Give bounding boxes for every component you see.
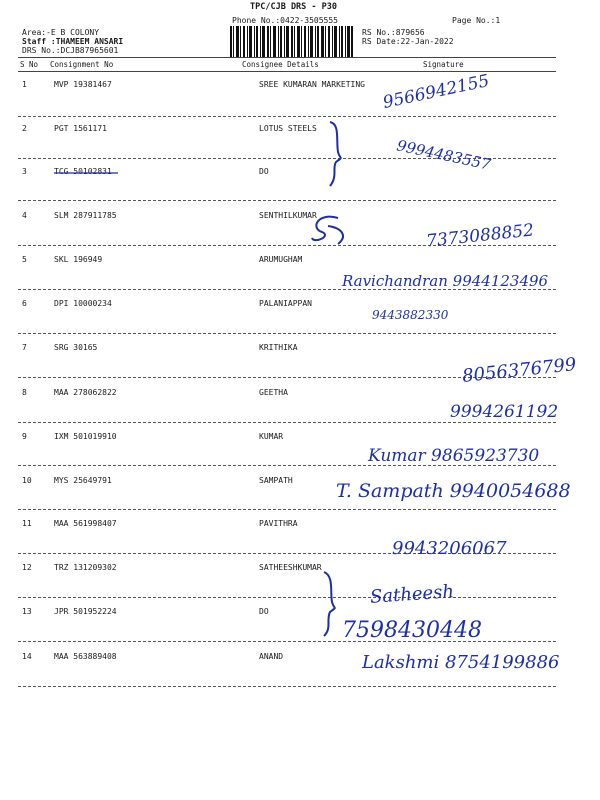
- row-consignment: MAA 278062822: [54, 388, 117, 397]
- row-consignee: LOTUS STEELS: [259, 124, 317, 133]
- row-consignee: PAVITHRA: [259, 519, 298, 528]
- row-signature: 9994483557: [395, 136, 493, 174]
- row-consignee: SATHEESHKUMAR: [259, 563, 322, 572]
- row-sno: 6: [22, 299, 27, 308]
- table-row: [0, 563, 600, 605]
- page-number: Page No.:1: [452, 16, 501, 25]
- bracket-mark: [326, 120, 346, 190]
- row-consignment: MYS 25649791: [54, 476, 112, 485]
- row-signature: 7373088852: [425, 220, 535, 252]
- phone-number: Phone No.:0422-3505555: [232, 16, 338, 25]
- table-row: [0, 607, 600, 649]
- rs-date: RS Date:22-Jan-2022: [362, 37, 454, 46]
- row-divider: [18, 597, 556, 598]
- row-signature: T. Sampath 9940054688: [336, 480, 571, 502]
- drs-number: DRS No.:DCJB87965601: [22, 46, 119, 55]
- row-sno: 1: [22, 80, 27, 89]
- row-consignment: SKL 196949: [54, 255, 103, 264]
- barcode: [230, 26, 354, 58]
- row-sno: 2: [22, 124, 27, 133]
- row-divider: [18, 200, 556, 201]
- row-consignee: PALANIAPPAN: [259, 299, 312, 308]
- table-row: [0, 299, 600, 341]
- strike-mark: [52, 170, 122, 176]
- row-sno: 13: [22, 607, 32, 616]
- row-consignee: KRITHIKA: [259, 343, 298, 352]
- row-signature: Ravichandran 9944123496: [342, 272, 549, 290]
- table-row: [0, 124, 600, 166]
- row-consignee: SREE KUMARAN MARKETING: [259, 80, 365, 89]
- row-consignment: SRG 30165: [54, 343, 98, 352]
- row-signature: 9443882330: [372, 308, 449, 322]
- row-signature: 8056376799: [461, 354, 578, 387]
- row-signature: Kumar 9865923730: [368, 446, 540, 466]
- row-consignee: KUMAR: [259, 432, 284, 441]
- row-sno: 14: [22, 652, 32, 661]
- col-consignee-details: Consignee Details: [242, 60, 319, 69]
- row-sno: 12: [22, 563, 32, 572]
- row-sno: 8: [22, 388, 27, 397]
- row-sno: 7: [22, 343, 27, 352]
- row-consignee: DO: [259, 607, 269, 616]
- row-consignment: MVP 19381467: [54, 80, 112, 89]
- row-sno: 11: [22, 519, 32, 528]
- area-label: Area:-E B COLONY: [22, 28, 100, 37]
- row-divider: [18, 509, 556, 510]
- col-sno: S No: [20, 60, 39, 69]
- row-consignment: MAA 561998407: [54, 519, 117, 528]
- row-consignment: MAA 563889408: [54, 652, 117, 661]
- row-consignment: TRZ 131209302: [54, 563, 117, 572]
- row-consignee: SAMPATH: [259, 476, 293, 485]
- row-signature: Satheesh: [369, 581, 455, 608]
- col-signature: Signature: [423, 60, 464, 69]
- row-consignee: GEETHA: [259, 388, 288, 397]
- row-consignee: ANAND: [259, 652, 284, 661]
- row-divider: [18, 686, 556, 687]
- row-consignment: JPR 501952224: [54, 607, 117, 616]
- row-signature: 9994261192: [450, 402, 559, 422]
- col-consignment: Consignment No: [50, 60, 114, 69]
- row-consignment: IXM 501019910: [54, 432, 117, 441]
- row-consignment: SLM 287911785: [54, 211, 117, 220]
- row-sno: 3: [22, 167, 27, 176]
- header-divider: [18, 57, 556, 58]
- row-consignee: SENTHILKUMAR: [259, 211, 317, 220]
- row-signature: 9943206067: [392, 538, 507, 559]
- table-row: [0, 519, 600, 561]
- sheet-title: TPC/CJB DRS - P30: [250, 2, 337, 12]
- row-sno: 4: [22, 211, 27, 220]
- row-signature: 9566942155: [381, 70, 492, 114]
- initials-mark: [308, 214, 354, 248]
- row-divider: [18, 116, 556, 117]
- staff-label: Staff :THAMEEM ANSARI: [22, 37, 124, 46]
- row-consignee: ARUMUGHAM: [259, 255, 303, 264]
- row-consignee: DO: [259, 167, 269, 176]
- row-consignment: TCG 50102831: [54, 167, 112, 176]
- row-sno: 9: [22, 432, 27, 441]
- rs-number: RS No.:879656: [362, 28, 425, 37]
- row-sno: 10: [22, 476, 32, 485]
- row-sno: 5: [22, 255, 27, 264]
- row-signature: Lakshmi 8754199886: [362, 652, 560, 673]
- column-divider: [18, 71, 556, 72]
- row-signature: 7598430448: [342, 618, 482, 643]
- row-divider: [18, 333, 556, 334]
- row-consignment: PGT 1561171: [54, 124, 107, 133]
- row-divider: [18, 422, 556, 423]
- bracket-mark: [318, 570, 338, 640]
- row-consignment: DPI 10000234: [54, 299, 112, 308]
